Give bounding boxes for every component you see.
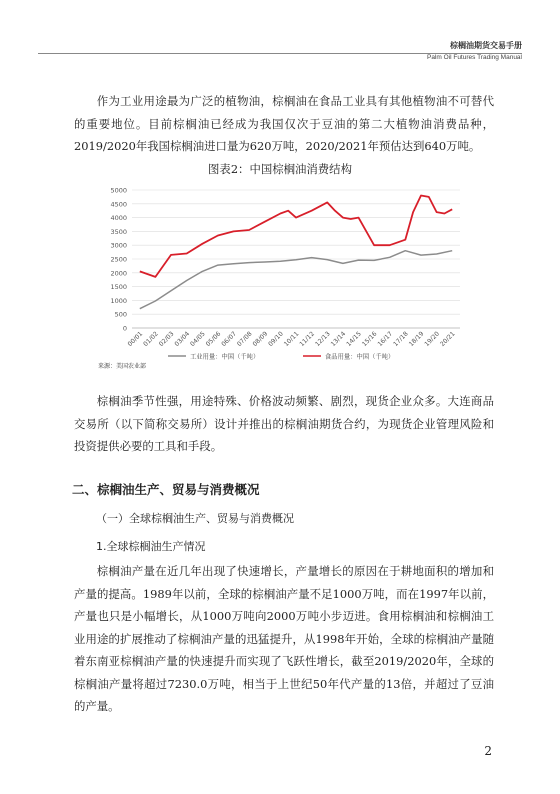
figure-title: 图表2：中国棕榈油消费结构 (208, 162, 352, 176)
header-title-cn: 棕榈油期货交易手册 (450, 41, 522, 50)
chart-container (98, 176, 473, 376)
paragraph-production: 棕榈油产量在近几年出现了快速增长，产量增长的原因在于耕地面积的增加和产量的提高。1989年以前，全球的棕榈油产量不足1000万吨，而在1997年以前，产量也只是小幅增长，从1000万吨向2000万吨小步迈进。食用棕榈油和棕榈油工业用途的扩展推动了棕榈油产量的迅猛提升，从1998年开始，全球的棕榈油产量随着东南亚棕榈油产量的快速提升而实现了飞跃性增长，截至2019/2020年，全球的棕榈油产量将超过7230.0万吨，相当于上世纪50年代产量的13倍，并超过了豆油的产量。 (74, 564, 494, 713)
running-header (427, 40, 522, 61)
x-tick-label: 02/03 (157, 330, 176, 349)
x-tick-label: 12/13 (314, 330, 332, 349)
x-tick-label: 19/20 (423, 330, 441, 349)
consumption-chart (98, 176, 473, 376)
y-tick-label: 1000 (110, 296, 127, 305)
series-line-food (140, 196, 452, 277)
x-tick-label: 06/07 (220, 330, 238, 349)
y-tick-label: 5000 (110, 186, 127, 195)
series-line-industrial (140, 251, 452, 309)
x-tick-label: 13/14 (329, 330, 348, 349)
x-tick-label: 01/02 (142, 330, 160, 349)
page-number: 2 (484, 744, 492, 758)
x-tick-label: 15/16 (360, 330, 379, 349)
subsubsection-heading: 1.全球棕榈油生产情况 (96, 540, 206, 553)
x-tick-label: 17/18 (392, 330, 410, 349)
x-tick-label: 10/11 (282, 330, 301, 349)
x-tick-label: 09/10 (267, 330, 285, 349)
figure-source: 来源：美国农业部 (98, 363, 147, 370)
paragraph-futures: 棕榈油季节性强，用途特殊、价格波动频繁、剧烈，现货企业众多。大连商品交易所（以下简称交易所）设计并推出的棕榈油期货合约，为现货企业管理风险和投资提供必要的工具和手段。 (74, 394, 494, 453)
y-tick-label: 3000 (110, 241, 127, 250)
x-tick-label: 07/08 (235, 330, 254, 349)
x-tick-label: 18/19 (407, 330, 426, 349)
section-heading: 二、棕榈油生产、贸易与消费概况 (72, 482, 260, 497)
header-divider (38, 53, 522, 54)
x-tick-label: 05/06 (204, 330, 223, 349)
x-tick-label: 00/01 (126, 330, 145, 349)
x-tick-label: 03/04 (173, 330, 192, 349)
x-tick-label: 08/09 (251, 330, 270, 349)
y-tick-label: 2000 (110, 269, 127, 278)
y-tick-label: 4500 (110, 200, 127, 209)
y-tick-label: 2500 (110, 255, 127, 264)
y-tick-label: 1500 (110, 283, 127, 292)
x-tick-label: 20/21 (439, 330, 457, 349)
y-tick-label: 0 (122, 324, 127, 333)
y-tick-label: 4000 (110, 214, 127, 223)
legend-label: 食品用量：中国（千吨） (325, 353, 395, 361)
legend-label: 工业用量：中国（千吨） (190, 353, 260, 361)
y-tick-label: 500 (114, 310, 127, 319)
x-tick-label: 14/15 (345, 330, 363, 349)
x-tick-label: 11/12 (298, 330, 317, 349)
subsection-heading: （一）全球棕榈油生产、贸易与消费概况 (96, 512, 294, 525)
x-tick-label: 04/05 (189, 330, 207, 349)
x-tick-label: 16/17 (376, 330, 395, 349)
paragraph-intro: 作为工业用途最为广泛的植物油，棕榈油在食品工业具有其他植物油不可替代的重要地位。目前棕榈油已经成为我国仅次于豆油的第二大植物油消费品种，2019/2020年我国棕榈油进口量为620万吨，2020/2021年预估达到640万吨。 (74, 94, 494, 153)
header-title-en: Palm Oil Futures Trading Manual (426, 54, 522, 61)
y-tick-label: 3500 (110, 227, 127, 236)
